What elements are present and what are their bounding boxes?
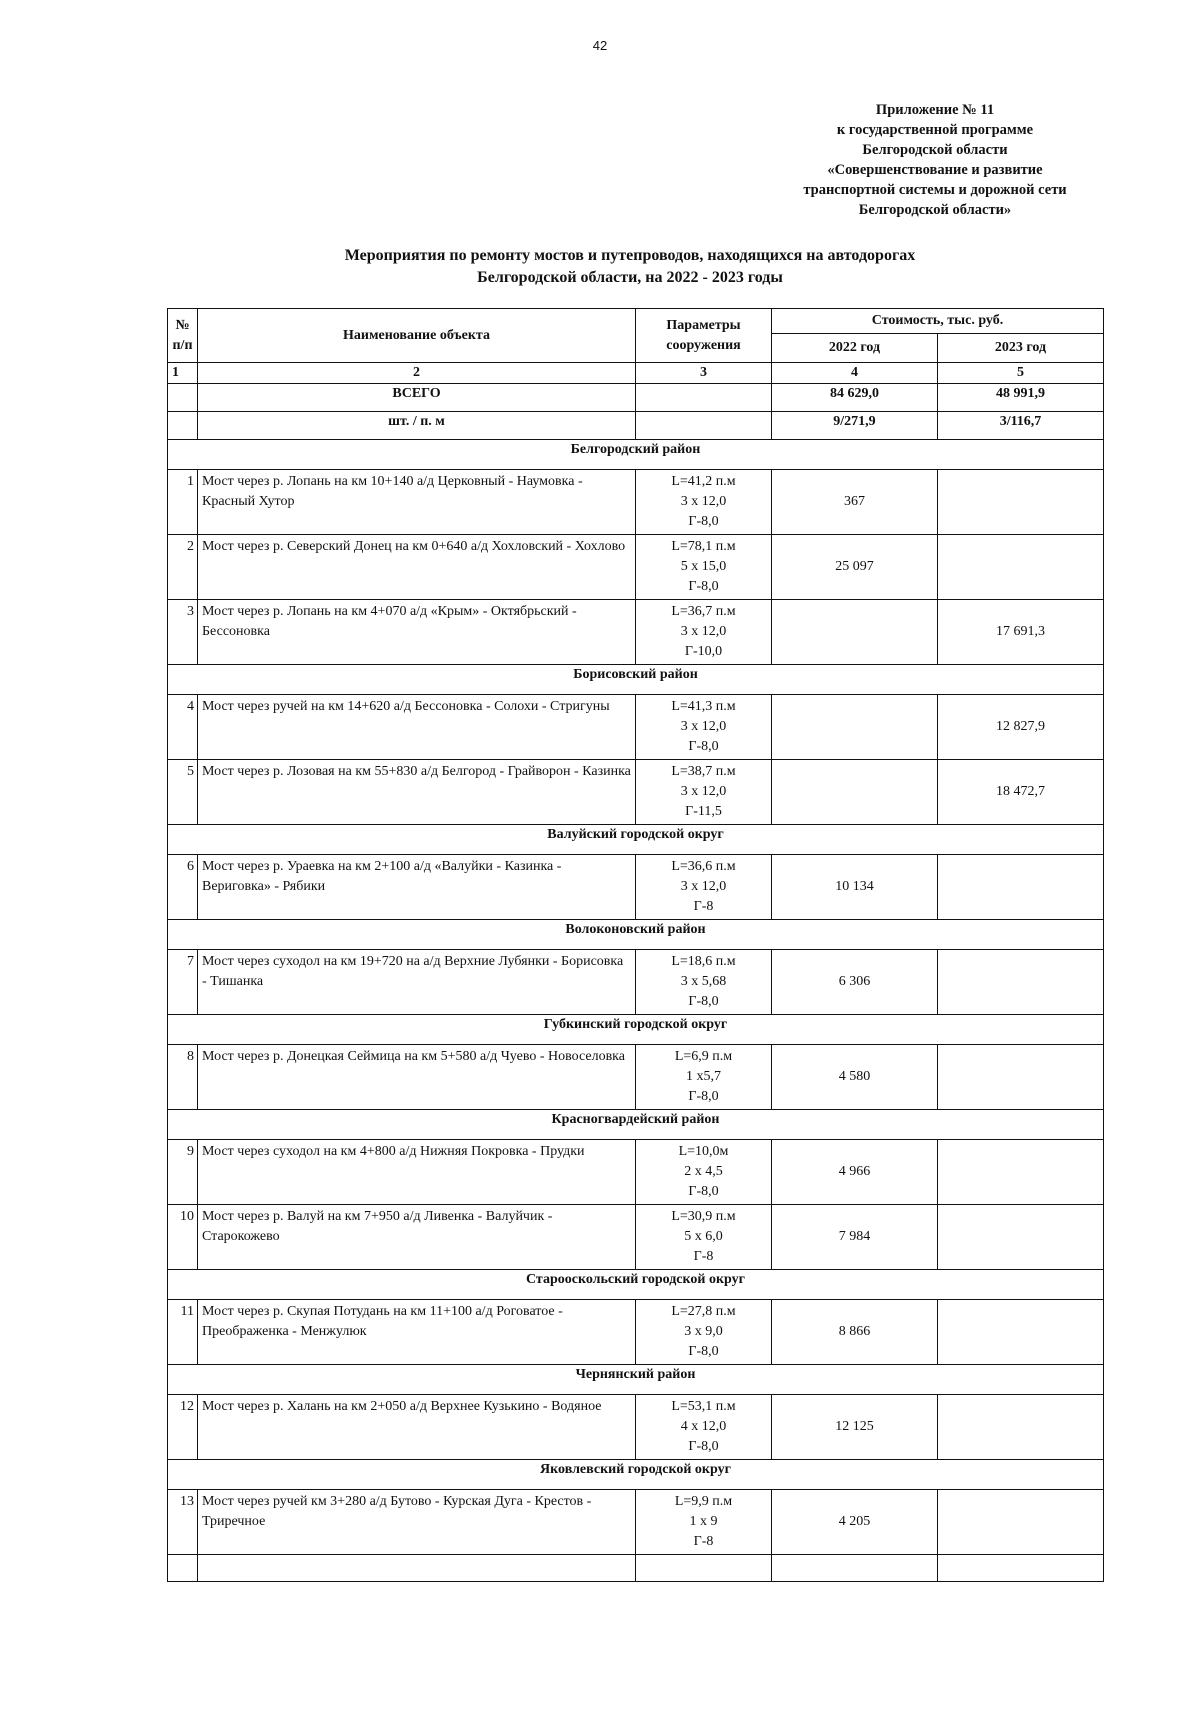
units-label: шт. / п. м	[198, 412, 636, 440]
table-row	[168, 950, 1104, 1015]
param-line: Г-10,0	[684, 644, 723, 659]
param-line: 3 x 12,0	[680, 879, 727, 894]
cost-2022: 7 984	[772, 1205, 938, 1270]
param-line: 4 x 12,0	[680, 1419, 727, 1434]
object-name: Мост через ручей км 3+280 а/д Бутово - Курская Дуга - Крестов - Триречное	[198, 1490, 636, 1555]
district-row	[168, 665, 1104, 695]
structure-params	[636, 1205, 772, 1270]
district-row	[168, 920, 1104, 950]
cost-2022: 12 125	[772, 1395, 938, 1460]
param-line: Г-8	[693, 1534, 714, 1549]
header-cost: Стоимость, тыс. руб.	[772, 309, 1104, 334]
param-line: Г-8,0	[688, 994, 719, 1009]
district-name: Белгородский район	[168, 440, 1104, 470]
param-line: L=41,2 п.м	[671, 474, 736, 489]
cost-2022: 367	[772, 470, 938, 535]
header-num: № п/п	[168, 309, 198, 363]
title-line: Белгородской области, на 2022 - 2023 годы	[477, 269, 783, 286]
appendix-line: Приложение № 11	[875, 102, 995, 118]
param-line: 3 x 12,0	[680, 494, 727, 509]
param-line: L=36,7 п.м	[671, 604, 736, 619]
param-line: Г-8,0	[688, 739, 719, 754]
param-line: Г-8,0	[688, 514, 719, 529]
param-line: Г-8,0	[688, 1089, 719, 1104]
param-line: 3 x 9,0	[684, 1324, 723, 1339]
district-name: Яковлевский городской округ	[168, 1460, 1104, 1490]
param-line: L=6,9 п.м	[674, 1049, 733, 1064]
column-number: 4	[772, 363, 938, 384]
table-row	[168, 535, 1104, 600]
cost-2023	[938, 950, 1104, 1015]
row-number: 10	[168, 1205, 198, 1270]
param-line: L=10,0м	[678, 1144, 729, 1159]
page-number: 42	[592, 38, 608, 53]
param-line: 2 x 4,5	[684, 1164, 723, 1179]
object-name: Мост через р. Лопань на км 4+070 а/д «Крым» - Октябрьский - Бессоновка	[198, 600, 636, 665]
table-row	[168, 1490, 1104, 1555]
object-name: Мост через р. Халань на км 2+050 а/д Верхнее Кузькино - Водяное	[198, 1395, 636, 1460]
cost-2023	[938, 535, 1104, 600]
row-number: 7	[168, 950, 198, 1015]
param-line: 3 x 5,68	[680, 974, 727, 989]
cost-2023: 17 691,3	[938, 600, 1104, 665]
cost-2022	[772, 760, 938, 825]
row-number: 8	[168, 1045, 198, 1110]
structure-params	[636, 1045, 772, 1110]
row-number: 4	[168, 695, 198, 760]
column-number: 3	[636, 363, 772, 384]
table-row	[168, 470, 1104, 535]
cost-2022: 4 205	[772, 1490, 938, 1555]
param-line: 3 x 12,0	[680, 784, 727, 799]
column-number: 1	[168, 363, 198, 384]
cost-2023	[938, 1300, 1104, 1365]
object-name: Мост через р. Лопань на км 10+140 а/д Церковный - Наумовка - Красный Хутор	[198, 470, 636, 535]
cost-2023	[938, 1205, 1104, 1270]
structure-params	[636, 855, 772, 920]
cost-2023	[938, 1045, 1104, 1110]
object-name: Мост через ручей на км 14+620 а/д Бессоновка - Солохи - Стригуны	[198, 695, 636, 760]
header-2023: 2023 год	[938, 334, 1104, 363]
district-name: Чернянский район	[168, 1365, 1104, 1395]
structure-params	[636, 950, 772, 1015]
param-line: Г-11,5	[685, 804, 722, 819]
cost-2023	[938, 1490, 1104, 1555]
bridges-table	[167, 308, 1104, 1582]
object-name: Мост через суходол на км 4+800 а/д Нижняя Покровка - Прудки	[198, 1140, 636, 1205]
column-number-row	[168, 363, 1104, 384]
structure-params	[636, 470, 772, 535]
param-line: Г-8,0	[688, 1344, 719, 1359]
cost-2023	[938, 470, 1104, 535]
row-number: 12	[168, 1395, 198, 1460]
total-2022: 84 629,0	[772, 384, 938, 412]
row-number: 9	[168, 1140, 198, 1205]
cost-2022	[772, 600, 938, 665]
object-name: Мост через р. Валуй на км 7+950 а/д Ливенка - Валуйчик - Старокожево	[198, 1205, 636, 1270]
param-line: Г-8,0	[688, 1439, 719, 1454]
appendix-line: Белгородской области	[862, 142, 1008, 158]
param-line: Г-8	[693, 899, 714, 914]
district-row	[168, 1015, 1104, 1045]
district-name: Борисовский район	[168, 665, 1104, 695]
total-label: ВСЕГО	[198, 384, 636, 412]
cost-2022: 4 580	[772, 1045, 938, 1110]
district-row	[168, 1365, 1104, 1395]
table-row	[168, 1140, 1104, 1205]
row-number: 6	[168, 855, 198, 920]
cost-2023	[938, 1395, 1104, 1460]
cost-2022: 8 866	[772, 1300, 938, 1365]
units-2023: 3/116,7	[938, 412, 1104, 440]
param-line: L=53,1 п.м	[671, 1399, 736, 1414]
param-line: L=27,8 п.м	[671, 1304, 736, 1319]
title-line: Мероприятия по ремонту мостов и путепроводов, находящихся на автодорогах	[344, 247, 916, 264]
district-name: Красногвардейский район	[168, 1110, 1104, 1140]
structure-params	[636, 1140, 772, 1205]
param-line: 5 x 6,0	[684, 1229, 723, 1244]
cost-2023: 12 827,9	[938, 695, 1104, 760]
table-row	[168, 855, 1104, 920]
cost-2022	[772, 695, 938, 760]
param-line: Г-8,0	[688, 579, 719, 594]
structure-params	[636, 1300, 772, 1365]
empty-row	[168, 1555, 1104, 1582]
param-line: L=18,6 п.м	[671, 954, 736, 969]
table-row	[168, 695, 1104, 760]
district-name: Валуйский городской округ	[168, 825, 1104, 855]
district-row	[168, 825, 1104, 855]
object-name: Мост через р. Ураевка на км 2+100 а/д «Валуйки - Казинка - Вериговка» - Рябики	[198, 855, 636, 920]
row-number: 1	[168, 470, 198, 535]
cost-2022: 10 134	[772, 855, 938, 920]
column-number: 2	[198, 363, 636, 384]
row-number: 13	[168, 1490, 198, 1555]
appendix-block	[780, 100, 1090, 220]
appendix-line: Белгородской области»	[858, 202, 1012, 218]
district-name: Губкинский городской округ	[168, 1015, 1104, 1045]
param-line: 1 x 9	[689, 1514, 718, 1529]
param-line: 3 x 12,0	[680, 719, 727, 734]
district-name: Волоконовский район	[168, 920, 1104, 950]
appendix-line: «Совершенствование и развитие	[827, 162, 1043, 178]
appendix-line: к государственной программе	[836, 122, 1034, 138]
object-name: Мост через р. Лозовая на км 55+830 а/д Белгород - Грайворон - Казинка	[198, 760, 636, 825]
district-row	[168, 440, 1104, 470]
cost-2022: 25 097	[772, 535, 938, 600]
cost-2022: 4 966	[772, 1140, 938, 1205]
district-row	[168, 1270, 1104, 1300]
row-number: 3	[168, 600, 198, 665]
param-line: L=78,1 п.м	[671, 539, 736, 554]
units-row	[168, 412, 1104, 440]
param-line: L=36,6 п.м	[671, 859, 736, 874]
total-row	[168, 384, 1104, 412]
table-row	[168, 760, 1104, 825]
header-name: Наименование объекта	[198, 309, 636, 363]
object-name: Мост через р. Донецкая Сеймица на км 5+580 а/д Чуево - Новоселовка	[198, 1045, 636, 1110]
cost-2023: 18 472,7	[938, 760, 1104, 825]
row-number: 2	[168, 535, 198, 600]
structure-params	[636, 760, 772, 825]
table-row	[168, 600, 1104, 665]
param-line: L=41,3 п.м	[671, 699, 736, 714]
object-name: Мост через р. Скупая Потудань на км 11+100 а/д Роговатое - Преображенка - Менжулюк	[198, 1300, 636, 1365]
units-2022: 9/271,9	[772, 412, 938, 440]
param-line: 3 x 12,0	[680, 624, 727, 639]
appendix-line: транспортной системы и дорожной сети	[803, 182, 1067, 198]
structure-params	[636, 1395, 772, 1460]
column-number: 5	[938, 363, 1104, 384]
table-row	[168, 1395, 1104, 1460]
param-line: Г-8	[693, 1249, 714, 1264]
param-line: L=38,7 п.м	[671, 764, 736, 779]
structure-params	[636, 600, 772, 665]
object-name: Мост через суходол на км 19+720 на а/д Верхние Лубянки - Борисовка - Тишанка	[198, 950, 636, 1015]
param-line: L=30,9 п.м	[671, 1209, 736, 1224]
table-row	[168, 1205, 1104, 1270]
param-line: L=9,9 п.м	[674, 1494, 733, 1509]
cost-2022: 6 306	[772, 950, 938, 1015]
document-title	[180, 245, 1080, 289]
structure-params	[636, 695, 772, 760]
row-number: 11	[168, 1300, 198, 1365]
district-row	[168, 1460, 1104, 1490]
district-name: Старооскольский городской округ	[168, 1270, 1104, 1300]
header-params: Параметры сооружения	[636, 309, 772, 363]
structure-params	[636, 1490, 772, 1555]
header-2022: 2022 год	[772, 334, 938, 363]
table-row	[168, 1045, 1104, 1110]
total-2023: 48 991,9	[938, 384, 1104, 412]
param-line: Г-8,0	[688, 1184, 719, 1199]
table-row	[168, 1300, 1104, 1365]
row-number: 5	[168, 760, 198, 825]
district-row	[168, 1110, 1104, 1140]
param-line: 5 x 15,0	[680, 559, 727, 574]
cost-2023	[938, 855, 1104, 920]
structure-params	[636, 535, 772, 600]
param-line: 1 x5,7	[686, 1069, 721, 1084]
cost-2023	[938, 1140, 1104, 1205]
object-name: Мост через р. Северский Донец на км 0+640 а/д Хохловский - Хохлово	[198, 535, 636, 600]
